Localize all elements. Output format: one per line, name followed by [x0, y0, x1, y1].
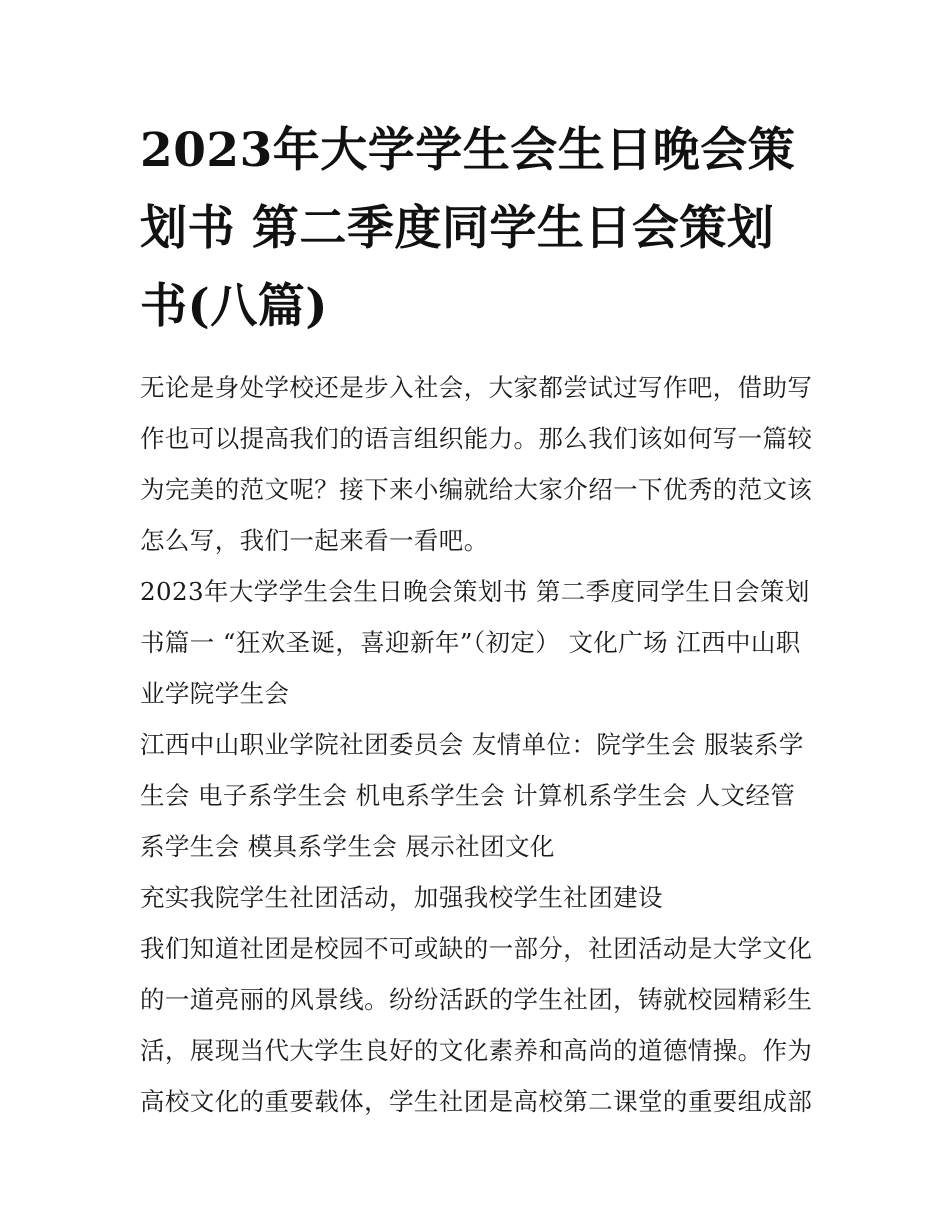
intro-paragraph: 无论是身处学校还是步入社会，大家都尝试过写作吧，借助写作也可以提高我们的语言组织能力。那么我们该如何写一篇较为完美的范文呢？接下来小编就给大家介绍一下优秀的范文该怎么写，我们一起来看一看吧。: [140, 373, 813, 555]
section-heading-paragraph: 2023年大学学生会生日晚会策划书 第二季度同学生日会策划书篇一 “狂欢圣诞，喜迎新年”（初定） 文化广场 江西中山职业学院学生会: [140, 577, 810, 708]
document-title: 2023年大学学生会生日晚会策划书 第二季度同学生日会策划书(八篇): [140, 123, 796, 334]
organizers-paragraph: 江西中山职业学院社团委员会 友情单位：院学生会 服装系学生会 电子系学生会 机电系学生会 计算机系学生会 人文经管系学生会 模具系学生会 展示社团文化: [140, 730, 804, 861]
background-paragraph: 我们知道社团是校园不可或缺的一部分，社团活动是大学文化的一道亮丽的风景线。纷纷活跃的学生社团，铸就校园精彩生活，展现当代大学生良好的文化素养和高尚的道德情操。作为高校文化的重要载体，学生社团是高校第二课堂的重要组成部: [140, 934, 813, 1116]
purpose-paragraph: 充实我院学生社团活动，加强我校学生社团建设: [140, 883, 663, 912]
